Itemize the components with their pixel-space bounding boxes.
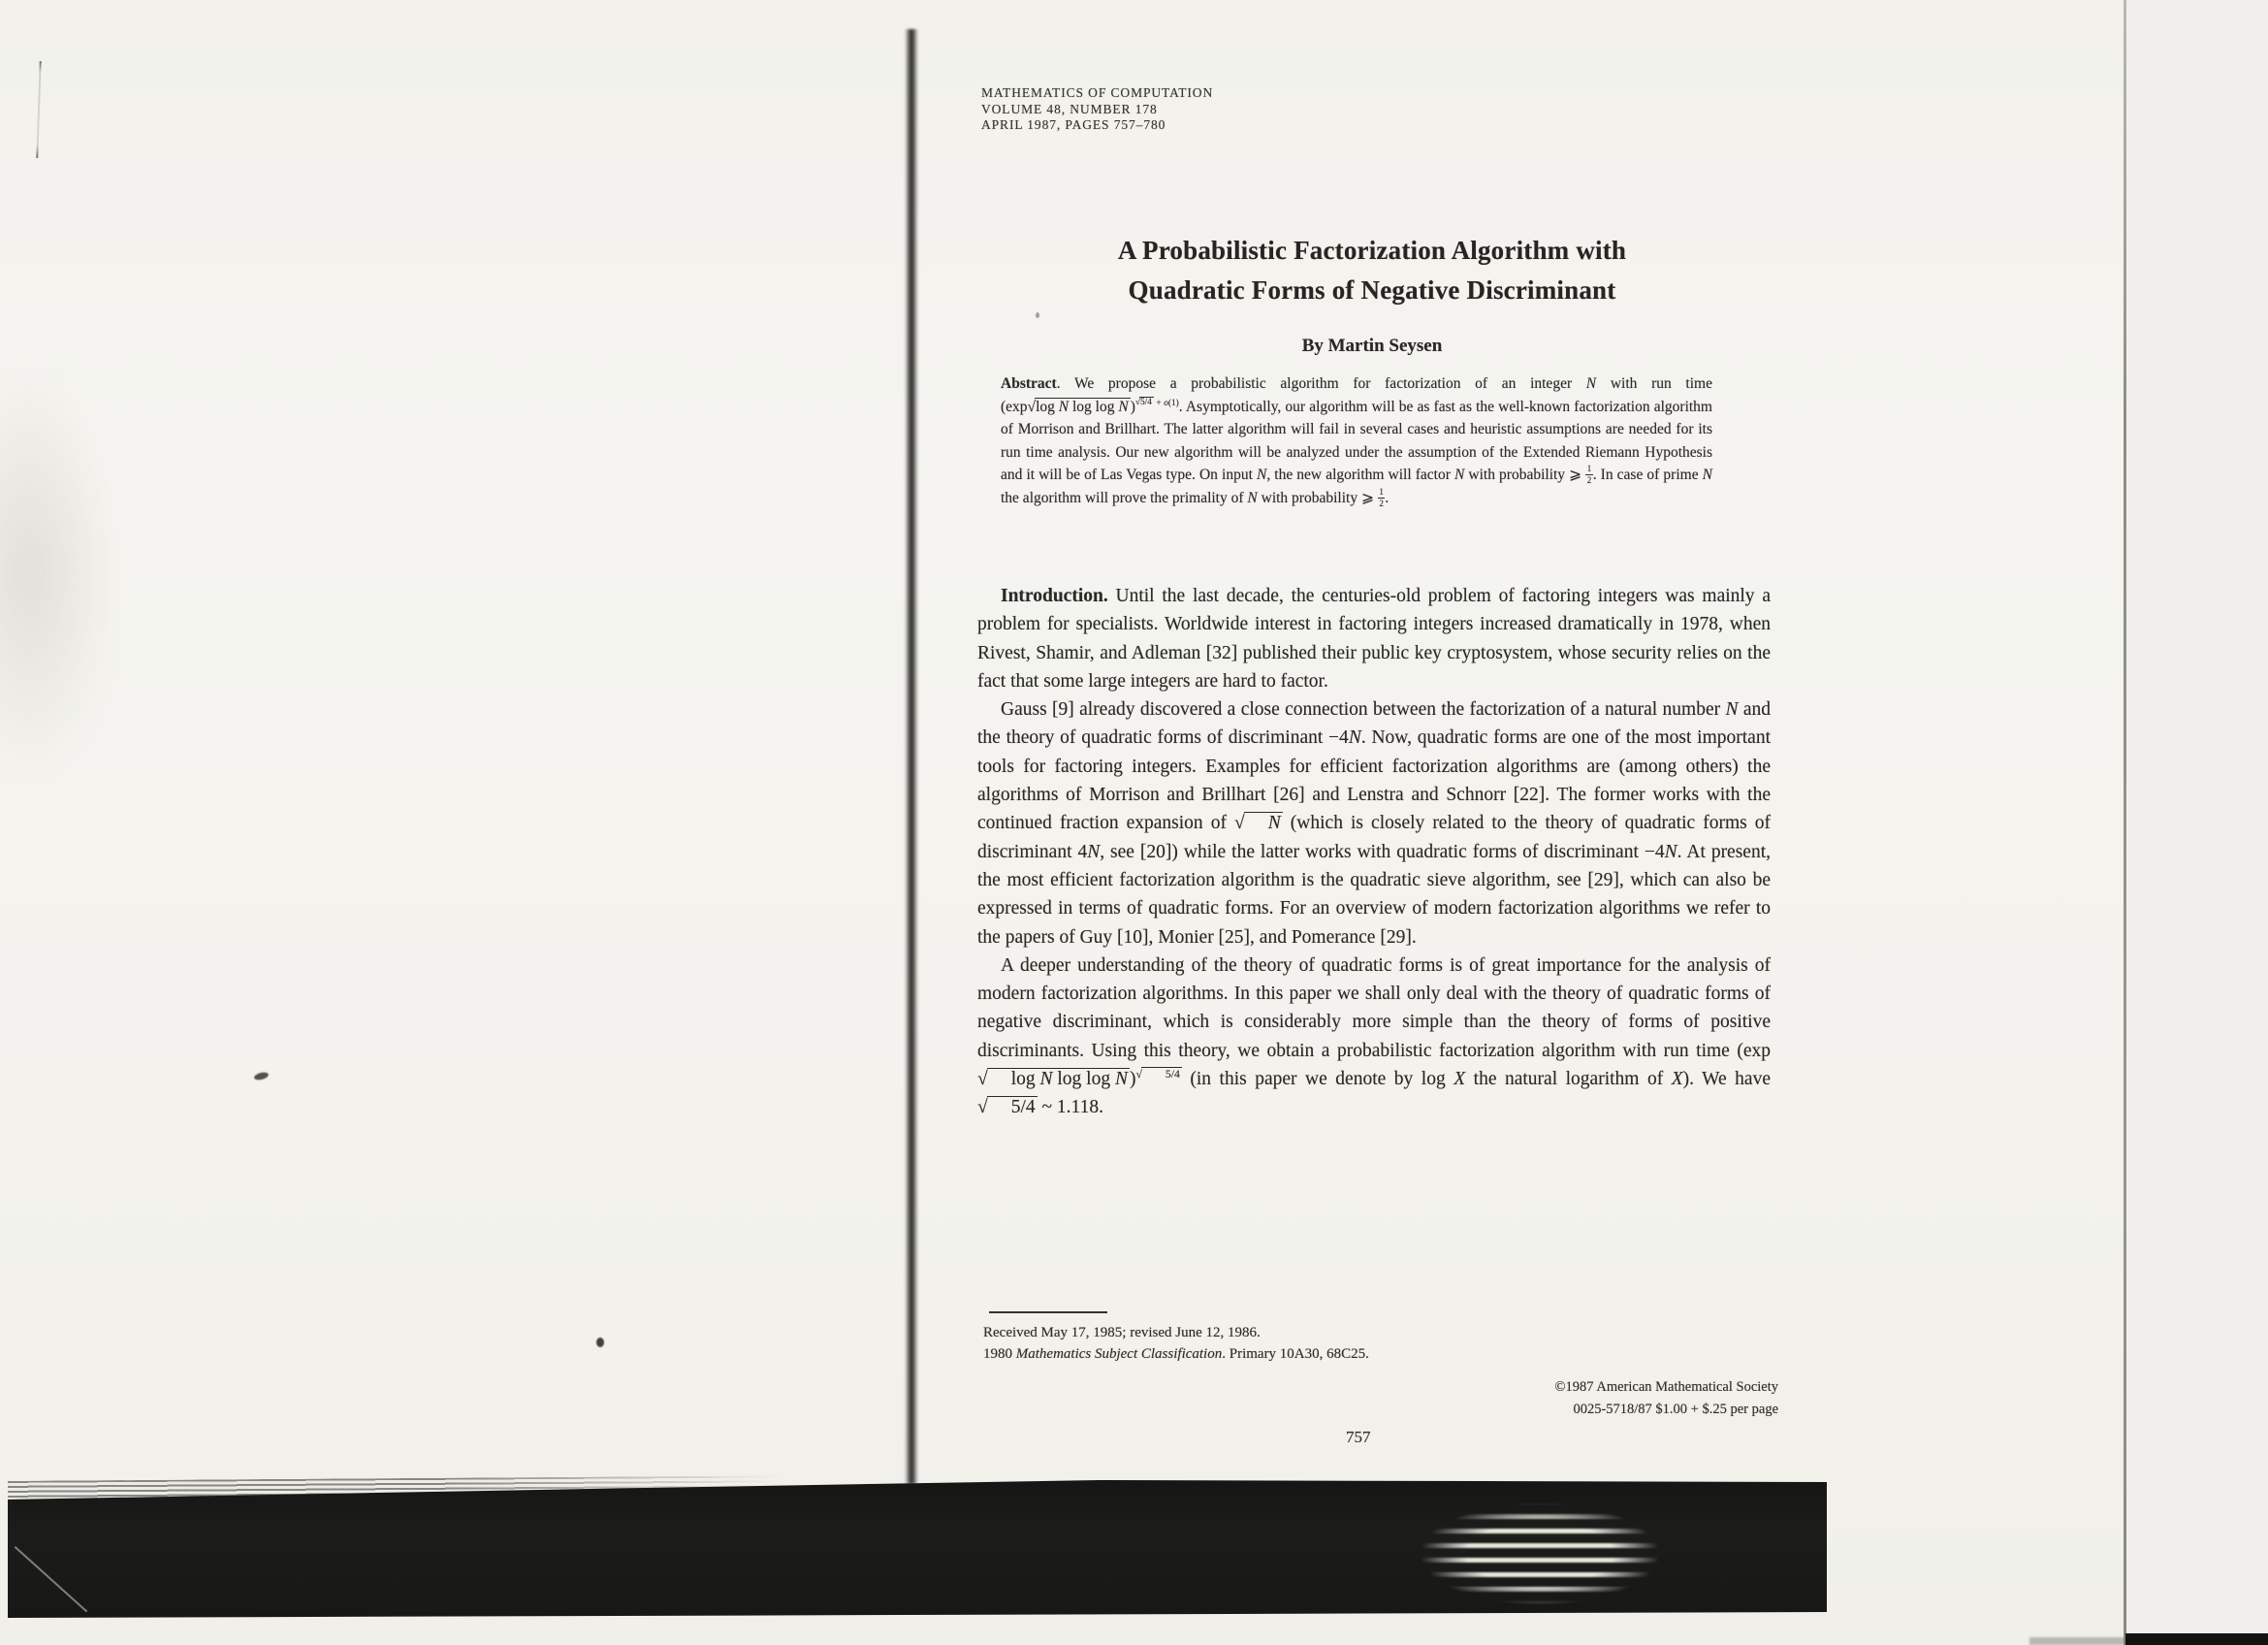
scanner-margin-strip [2127,0,2268,1645]
footnotes [983,1322,1369,1366]
journal-issue-pages: APRIL 1987, PAGES 757–780 [981,117,1166,132]
bottom-corner-shadow-sliver [2029,1637,2126,1645]
copyright-issn-price: 0025-5718/87 $1.00 + $.25 per page [1573,1401,1778,1417]
byline: By Martin Seysen [1301,336,1443,356]
abstract: Abstract. We propose a probabilistic algorithm for factorization of an integer N with run time (exp√log N log log N )$^{√5/4}$ $^{+ o(1)}$. Asymptotically, our algorithm will be as fast as the well-known factorization algorithm of Morrison and Brillhart. The latter algorithm will fail in several cases and heuristic assumptions are needed for its run time analysis. Our new algorithm will be analyzed under the assumption of the Extended Riemann Hypothesis and it will be of Las Vegas type. On input N, the new algorithm will factor N with probability ⩾ $\frac{1}{2}$ . In case of prime N the algorithm will prove the primality of N with probability ⩾ $\frac{1}{2}$ . [1001,375,1713,508]
bottom-right-corner-shadow [2125,1633,2268,1645]
body-text [977,582,1771,1122]
dust-speck [596,1338,604,1347]
title-block [929,231,1815,357]
page-number: 757 [1346,1428,1371,1446]
paper-title-line1: A Probabilistic Factorization Algorithm with [1117,236,1627,265]
journal-name: MATHEMATICS OF COMPUTATION [981,85,1214,100]
book-spine-shadow [905,29,918,1484]
scan-band-moire-stripes [1399,1494,1680,1614]
journal-header [981,85,1213,134]
paper-title [929,231,1815,310]
journal-volume: VOLUME 48, NUMBER 178 [981,101,1158,116]
copyright-block [1294,1376,1778,1420]
fiber-scratch-mark [36,61,41,158]
copyright-society: ©1987 American Mathematical Society [1554,1379,1778,1395]
page-edge-line [2124,0,2126,1645]
paper-shading-blotch [0,369,116,776]
footnote-classification: 1980 Mathematics Subject Classification. Primary 10A30, 68C25. [983,1346,1369,1363]
footnote-rule [989,1311,1107,1313]
paper-title-line2: Quadratic Forms of Negative Discriminant [1128,275,1616,305]
body-paragraph-deeper-understanding: A deeper understanding of the theory of quadratic forms is of great importance for the analysis of modern factorization algorithms. In this paper we shall only deal with the theory of quadratic forms of negative discriminant, which is considerably more simple than the theory of forms of positive discriminants. Using this theory, we obtain a probabilistic factorization algorithm with run time (exp √ log N log log N )$^{√ 5/4}$ (in this paper we denote by log X the natural logarithm of X). We have √ 5/4 ~ 1.118. [977,954,1771,1118]
body-paragraph-gauss: Gauss [9] already discovered a close connection between the factorization of a natural number N and the theory of quadratic forms of discriminant −4N. Now, quadratic forms are one of the most important tools for factoring integers. Examples for efficient factorization algorithms are (among others) the algorithms of Morrison and Brillhart [26] and Lenstra and Schnorr [22]. The former works with the continued fraction expansion of √ N (which is closely related to the theory of quadratic forms of discriminant 4N, see [20]) while the latter works with quadratic forms of discriminant −4N. At present, the most efficient factorization algorithm is the quadratic sieve algorithm, see [29], which can also be expressed in terms of quadratic forms. For an overview of modern factorization algorithms we refer to the papers of Guy [10], Monier [25], and Pomerance [29]. [977,699,1772,948]
footnote-received: Received May 17, 1985; revised June 12, 1986. [983,1325,1261,1340]
body-paragraph-introduction: Introduction. Until the last decade, the centuries-old problem of factoring integers was mainly a problem for specialists. Worldwide interest in factoring integers increased dramatically in 1978, when Rivest, Shamir, and Adleman [32] published their public key cryptosystem, whose security relies on the fact that some large integers are hard to factor. [977,586,1771,692]
dust-speck [253,1071,269,1081]
